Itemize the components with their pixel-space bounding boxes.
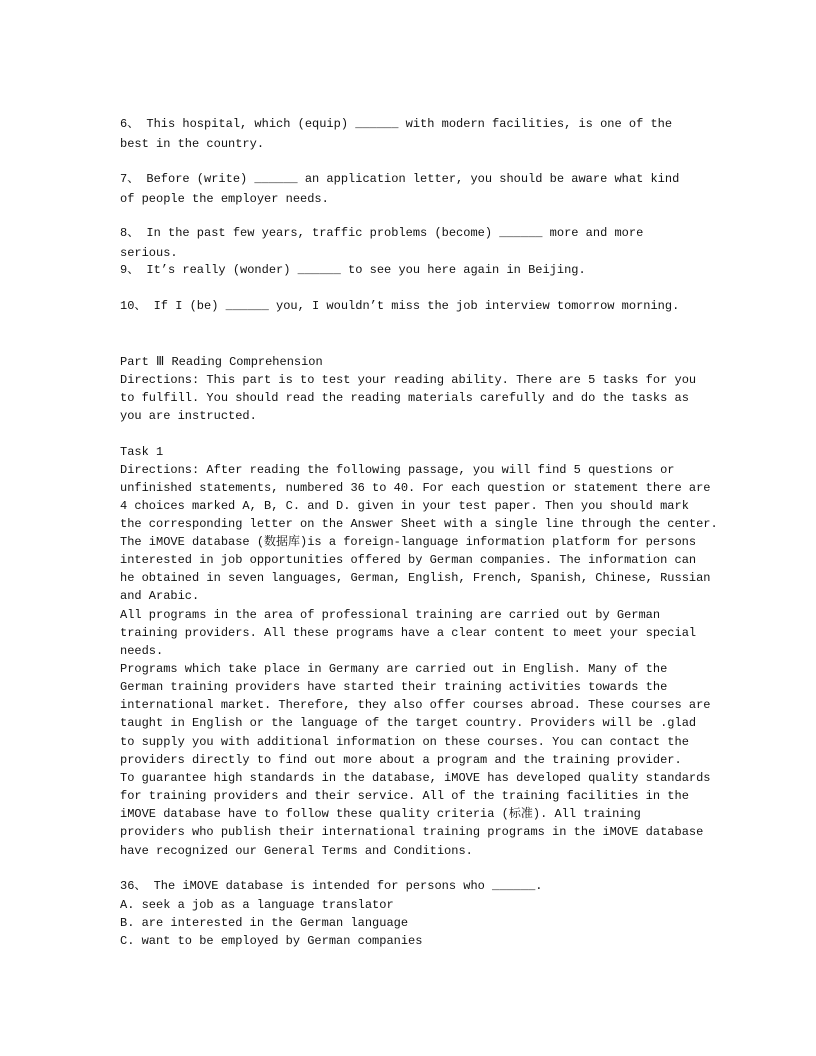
question-36-option-b: B. are interested in the German language [120, 916, 409, 930]
passage-line: interested in job opportunities offered by German companies. The information can [120, 553, 697, 567]
question-6: 6、 This hospital, which (equip) ______ with modern facilities, is one of the best in the country. [120, 117, 680, 151]
passage-line: Programs which take place in Germany are carried out in English. Many of the [120, 662, 668, 676]
task1-title: Task 1 [120, 445, 164, 459]
passage-line: To guarantee high standards in the database, iMOVE has developed quality standards [120, 771, 711, 785]
part3-directions-line: Directions: This part is to test your reading ability. There are 5 tasks for you [120, 373, 697, 387]
passage-line: to supply you with additional information on these courses. You can contact the [120, 735, 689, 749]
task1-directions-line: Directions: After reading the following passage, you will find 5 questions or [120, 463, 675, 477]
passage-line: providers who publish their international training programs in the iMOVE database [120, 825, 704, 839]
task1-directions-line: 4 choices marked A, B, C. and D. given in your test paper. Then you should mark [120, 499, 689, 513]
passage-line: training providers. All these programs have a clear content to meet your special [120, 626, 697, 640]
question-8: 8、 In the past few years, traffic problems (become) ______ more and more serious. [120, 226, 651, 260]
task1-directions-line: unfinished statements, numbered 36 to 40. For each question or statement there are [120, 481, 711, 495]
question-7: 7、 Before (write) ______ an application letter, you should be aware what kind of people the employer needs. [120, 172, 687, 206]
part3-directions-line: to fulfill. You should read the reading materials carefully and do the tasks as [120, 391, 689, 405]
passage-line: and Arabic. [120, 589, 200, 603]
question-36-option-a: A. seek a job as a language translator [120, 898, 394, 912]
question-9: 9、 It’s really (wonder) ______ to see you here again in Beijing. [120, 263, 586, 277]
passage-line: have recognized our General Terms and Conditions. [120, 844, 473, 858]
question-36-stem: 36、 The iMOVE database is intended for persons who ______. [120, 879, 543, 893]
question-10: 10、 If I (be) ______ you, I wouldn’t miss the job interview tomorrow morning. [120, 299, 680, 313]
passage-line: iMOVE database have to follow these quality criteria (标准). All training [120, 807, 641, 821]
passage-line: providers directly to find out more about a program and the training provider. [120, 753, 682, 767]
passage-line: for training providers and their service. All of the training facilities in the [120, 789, 689, 803]
part3-title: Part Ⅲ Reading Comprehension [120, 355, 323, 369]
passage-line: taught in English or the language of the target country. Providers will be .glad [120, 716, 697, 730]
passage-line: international market. Therefore, they also offer courses abroad. These courses are [120, 698, 711, 712]
question-36-option-c: C. want to be employed by German companies [120, 934, 423, 948]
task1-directions-line: the corresponding letter on the Answer Sheet with a single line through the center. [120, 517, 718, 531]
passage-line: needs. [120, 644, 164, 658]
passage-line: he obtained in seven languages, German, English, French, Spanish, Chinese, Russian [120, 571, 711, 585]
passage-line: German training providers have started their training activities towards the [120, 680, 668, 694]
passage-line: All programs in the area of professional training are carried out by German [120, 608, 661, 622]
passage-line: The iMOVE database (数据库)is a foreign-language information platform for persons [120, 535, 697, 549]
part3-directions-line: you are instructed. [120, 409, 257, 423]
